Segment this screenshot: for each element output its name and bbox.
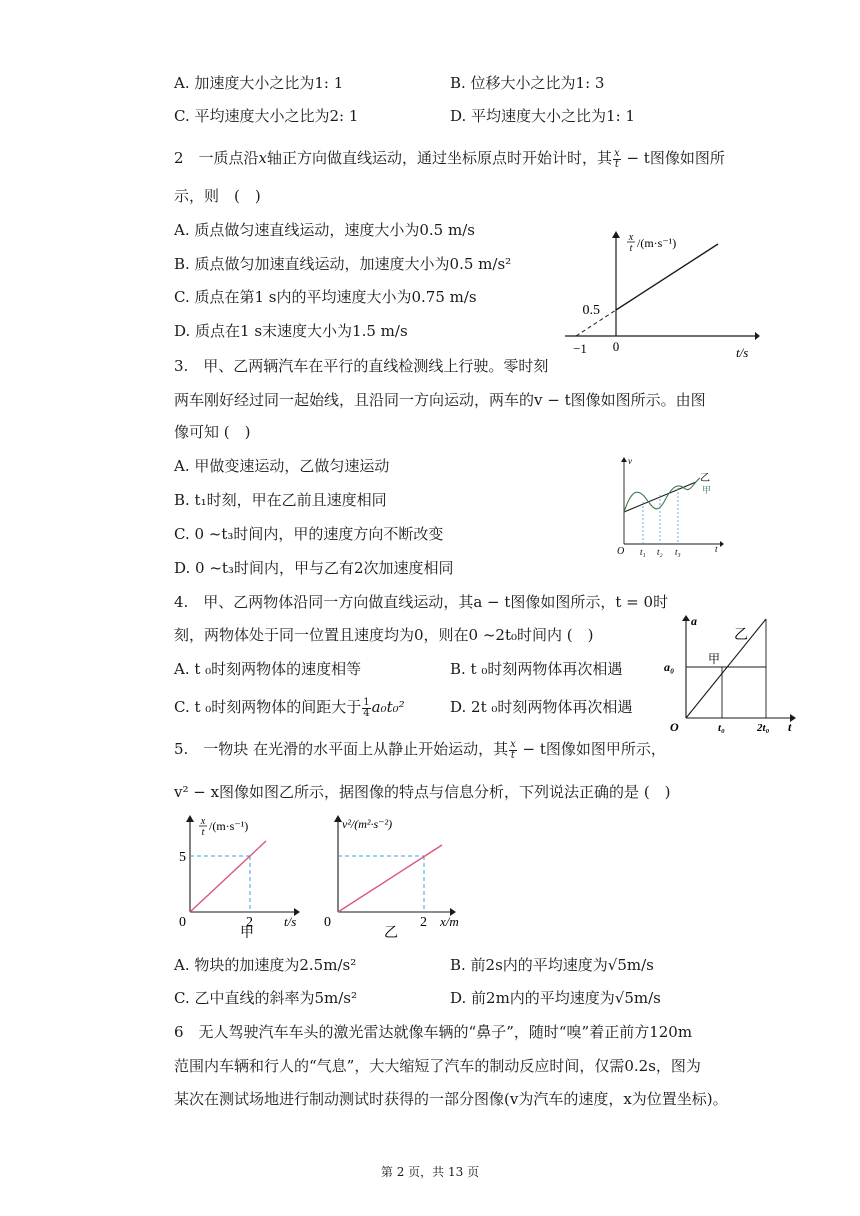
q1-option-b: B. 位移大小之比为1: 3 [450, 74, 605, 92]
q3-graph-label-yi: 乙 [700, 473, 710, 484]
q4-option-d: D. 2t ₀时刻两物体再次相遇 [450, 698, 633, 716]
q5-graph-jia-x2: 2 [246, 915, 253, 930]
q4-graph-a0: a₀ [664, 660, 675, 674]
q5-graph-jia-origin: 0 [179, 915, 186, 930]
svg-text:t: t [201, 827, 205, 838]
q5-graph-yi-xlabel: x/m [440, 914, 459, 929]
q5-graph-jia-ylabel: /(m·s⁻¹) [209, 819, 249, 833]
q5-option-c: C. 乙中直线的斜率为5m/s² [174, 989, 358, 1007]
q3-graph-label-jia: 甲 [702, 485, 712, 495]
q3-graph [614, 454, 729, 564]
q5-graph-jia-xlabel: t/s [284, 914, 297, 929]
q5-option-d: D. 前2m内的平均速度为√5m/s [450, 989, 661, 1007]
q4-graph-label-yi: 乙 [734, 628, 748, 643]
q4-graph-ylabel: a [691, 614, 697, 628]
q5-graph-yi-caption: 乙 [384, 926, 398, 941]
q4-stem-line2: 刻，两物体处于同一位置且速度均为0，则在0 ~2t₀时间内 ( ) [174, 626, 594, 644]
q3-graph-origin: O [617, 546, 625, 557]
svg-text:x: x [200, 816, 206, 827]
q2-option-c: C. 质点在第1 s内的平均速度大小为0.75 m/s [174, 288, 477, 306]
q5-graph-yi-ylabel: v²/(m²·s⁻²) [342, 817, 393, 831]
q3-graph-t1: t₁ [640, 547, 646, 557]
q2-stem: 2 一质点沿x轴正方向做直线运动，通过坐标原点时开始计时，其 $\frac{x}{t}$ − t图像如图所 [174, 147, 725, 170]
q2-graph-y-intercept: 0.5 [582, 303, 600, 318]
q3-option-a: A. 甲做变速运动，乙做匀速运动 [174, 457, 390, 475]
q6-line3: 某次在测试场地进行制动测试时获得的一部分图像(v为汽车的速度，x为位置坐标)。 [174, 1090, 728, 1108]
q1-option-a: A. 加速度大小之比为1: 1 [174, 74, 344, 92]
q4-graph-label-jia: 甲 [708, 652, 721, 666]
q2-option-a: A. 质点做匀速直线运动，速度大小为0.5 m/s [174, 221, 475, 239]
q5-stem: 5. 一物块 在光滑的水平面上从静止开始运动，其 $\frac{x}{t}$ − t图像如图甲所示， [174, 738, 666, 761]
q4-stem-line1: 4. 甲、乙两物体沿同一方向做直线运动，其a − t图像如图所示，t = 0时 [174, 593, 669, 611]
q4-graph-2t0: 2t₀ [757, 722, 770, 734]
q3-option-b: B. t₁时刻，甲在乙前且速度相同 [174, 491, 387, 509]
q3-option-c: C. 0 ~t₃时间内，甲的速度方向不断改变 [174, 525, 444, 543]
q5-graph-jia-y5: 5 [179, 850, 186, 865]
q2-graph-origin: 0 [612, 339, 620, 354]
q2-graph-xlabel: t/s [736, 345, 749, 360]
q3-graph-xlabel: t [715, 544, 718, 554]
q3-graph-t3: t₃ [675, 547, 681, 557]
q6-line1: 6 无人驾驶汽车车头的激光雷达就像车辆的“鼻子”，随时“嗅”着正前方120m [174, 1023, 693, 1041]
q5-graph-jia-yaxis-fraction [199, 816, 207, 838]
q2-graph [560, 228, 760, 363]
q4-graph-origin: O [670, 720, 679, 734]
q5-graph-yi-x2: 2 [420, 915, 427, 930]
q2-graph-yaxis-fraction [627, 232, 635, 254]
q4-option-b: B. t ₀时刻两物体再次相遇 [450, 660, 623, 678]
q3-stem-line1: 3. 甲、乙两辆汽车在平行的直线检测线上行驶。零时刻 [174, 357, 549, 375]
q5-graph-yi-origin: 0 [324, 915, 331, 930]
q2-option-d: D. 质点在1 s末速度大小为1.5 m/s [174, 322, 408, 340]
page-footer: 第 2 页，共 13 页 [380, 1165, 480, 1179]
q5-graph-jia [170, 812, 310, 940]
q4-graph [664, 613, 799, 735]
q4-graph-xlabel: t [788, 720, 792, 734]
svg-text:t: t [629, 243, 633, 254]
q2-stem-line2: 示，则 ( ) [174, 187, 261, 205]
q2-option-b: B. 质点做匀加速直线运动，加速度大小为0.5 m/s² [174, 255, 512, 273]
q6-line2: 范围内车辆和行人的“气息”，大大缩短了汽车的制动反应时间，仅需0.2s，图为 [174, 1057, 701, 1075]
q2-graph-x-neg: −1 [573, 341, 587, 356]
q1-option-c: C. 平均速度大小之比为2: 1 [174, 107, 359, 125]
q4-option-c: C. t ₀时刻两物体的间距大于 $\frac{1}{4}$ a₀t₀² [174, 696, 405, 719]
q5-option-b: B. 前2s内的平均速度为√5m/s [450, 956, 654, 974]
q5-graph-yi [312, 812, 472, 940]
q4-graph-t0: t₀ [718, 722, 725, 734]
q5-option-a: A. 物块的加速度为2.5m/s² [174, 956, 357, 974]
q3-option-d: D. 0 ~t₃时间内，甲与乙有2次加速度相同 [174, 559, 454, 577]
q5-stem-line2: v² − x图像如图乙所示，据图像的特点与信息分析，下列说法正确的是 ( ) [174, 783, 671, 801]
q5-graph-jia-caption: 甲 [240, 926, 254, 941]
q1-option-d: D. 平均速度大小之比为1: 1 [450, 107, 635, 125]
q3-stem-line2: 两车刚好经过同一起始线，且沿同一方向运动，两车的v − t图像如图所示。由图 [174, 391, 706, 409]
q3-graph-t2: t₂ [657, 547, 663, 557]
svg-text:x: x [628, 232, 634, 243]
q4-option-a: A. t ₀时刻两物体的速度相等 [174, 660, 362, 678]
q3-graph-ylabel: v [628, 456, 632, 466]
q2-graph-ylabel: /(m·s⁻¹) [637, 236, 677, 250]
q3-stem-line3: 像可知 ( ) [174, 423, 251, 441]
